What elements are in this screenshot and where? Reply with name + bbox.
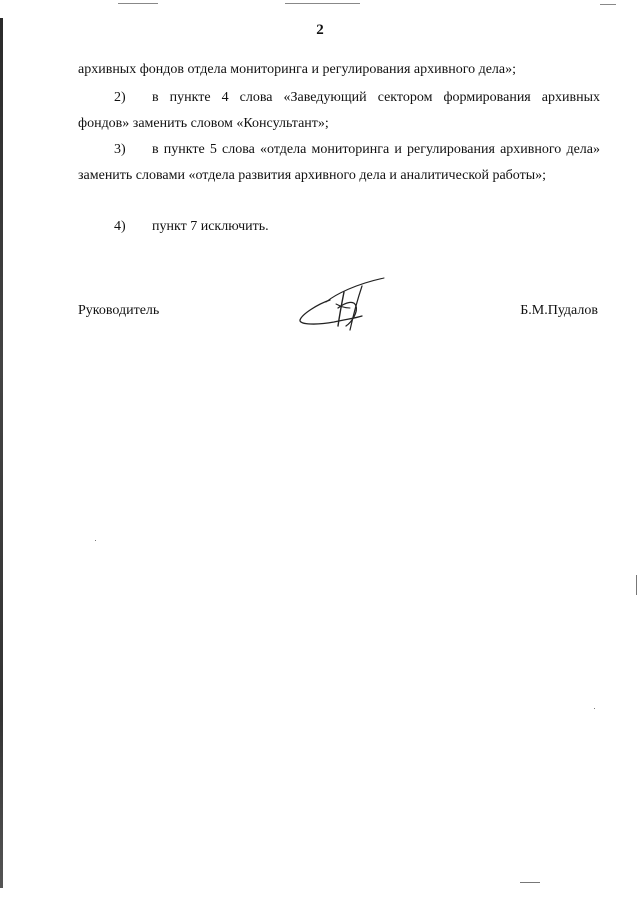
list-item (78, 214, 600, 240)
scan-mark (285, 3, 360, 4)
list-item (78, 85, 600, 137)
scan-speck (95, 540, 96, 541)
signatory-name: Б.М.Пудалов (520, 303, 598, 318)
continuation-line: архивных фондов отдела мониторинга и регулирования архивного дела»; (78, 62, 517, 77)
list-item-text: в пункте 4 слова «Заведующий сектором формирования архивных фондов» заменить словом «Консультант»; (78, 90, 600, 131)
list-item-text: в пункте 5 слова «отдела мониторинга и регулирования архивного дела» заменить словами «отдела развития архивного дела и аналитической работы»; (78, 142, 600, 183)
list-item-number: 2) (114, 90, 126, 105)
handwritten-signature (296, 272, 392, 334)
scan-speck (594, 708, 595, 709)
page-number: 2 (316, 22, 324, 38)
signatory-title: Руководитель (78, 303, 160, 318)
scan-left-edge (0, 18, 3, 888)
list-item (78, 137, 600, 189)
list-item-number: 3) (114, 142, 126, 157)
list-item-number: 4) (114, 219, 126, 234)
scan-speck (520, 882, 540, 883)
list-item-text: пункт 7 исключить. (152, 219, 269, 234)
scan-mark (118, 3, 158, 4)
scan-speck (636, 575, 637, 595)
scan-mark (600, 4, 616, 5)
